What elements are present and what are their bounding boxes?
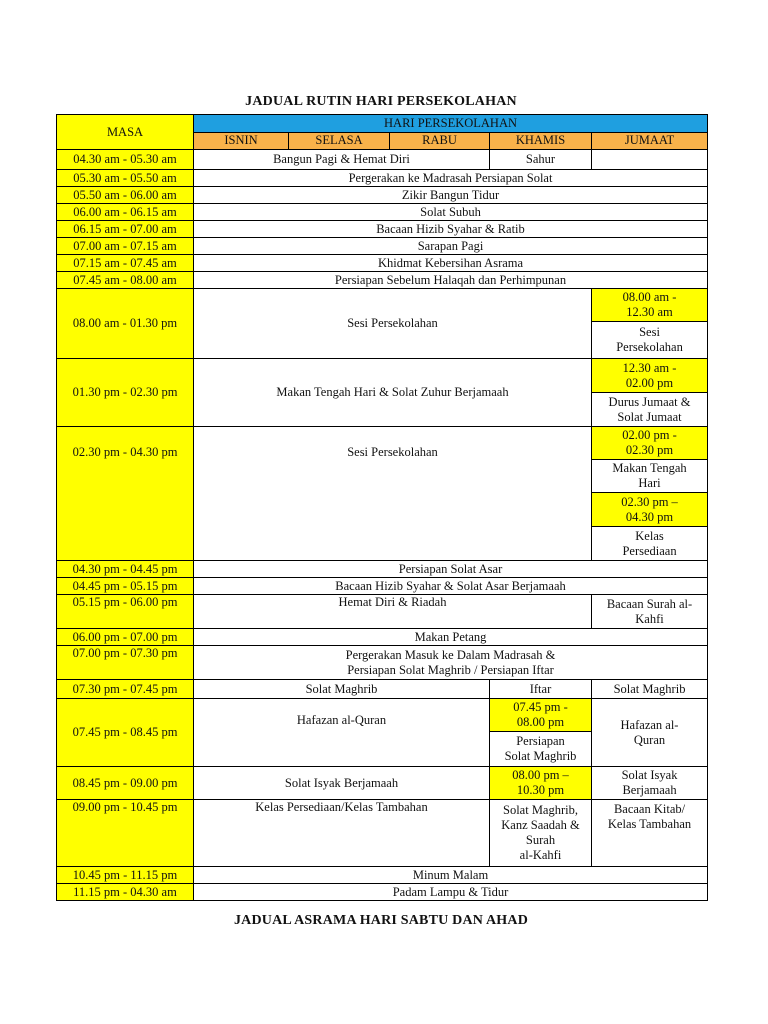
jumaat-cell [592, 322, 708, 359]
masa-header: MASA [57, 115, 194, 150]
day-header-selasa: SELASA [289, 132, 390, 150]
khamis-line: al-Kahfi [519, 848, 562, 862]
jumaat-time-cell [592, 427, 708, 460]
activity-cell: Bacaan Hizib Syahar & Ratib [194, 221, 708, 238]
activity-cell: Makan Tengah Hari & Solat Zuhur Berjamaah [194, 359, 592, 427]
activity-cell: Solat Subuh [194, 204, 708, 221]
jumaat-time-line: 12.30 am [626, 305, 673, 319]
time-cell: 07.45 pm - 08.45 pm [57, 699, 194, 767]
jumaat-cell [592, 595, 708, 629]
jumaat-cell: Solat Maghrib [592, 680, 708, 699]
schedule-table [56, 114, 708, 901]
time-cell: 07.45 am - 08.00 am [57, 272, 194, 289]
jumaat-cell [592, 460, 708, 493]
jumaat-time-line: 02.30 pm – [621, 494, 678, 509]
activity-cell: Zikir Bangun Tidur [194, 187, 708, 204]
time-cell: 07.15 am - 07.45 am [57, 255, 194, 272]
khamis-time-line: 08.00 pm – [512, 768, 569, 782]
khamis-time-line: 07.45 pm - [513, 700, 568, 714]
khamis-line: Surah [525, 833, 556, 847]
jumaat-line: Kelas [635, 528, 664, 543]
khamis-cell: Sahur [490, 150, 592, 170]
jumaat-time-line: 04.30 pm [625, 509, 674, 524]
time-cell: 10.45 pm - 11.15 pm [57, 867, 194, 884]
jumaat-cell [592, 800, 708, 867]
jumaat-line: Durus Jumaat & [608, 394, 691, 409]
jumaat-time-line: 08.00 am - [622, 290, 677, 304]
jumaat-time-line: 02.00 pm [625, 375, 674, 390]
activity-cell: Khidmat Kebersihan Asrama [194, 255, 708, 272]
activity-cell: Solat Isyak Berjamaah [194, 767, 490, 800]
khamis-line: Solat Maghrib [504, 749, 577, 763]
time-cell: 02.30 pm - 04.30 pm [57, 427, 194, 561]
jumaat-line: Persediaan [622, 543, 677, 558]
jumaat-time-line: 02.00 pm - [622, 428, 677, 442]
jumaat-line: Solat Isyak [621, 768, 678, 782]
jumaat-line: Hafazan al- [620, 717, 679, 732]
jumaat-cell [592, 393, 708, 427]
activity-line: Persiapan Solat Maghrib / Persiapan Iftar [347, 662, 554, 677]
jumaat-time-line: 02.30 pm [625, 443, 674, 457]
jumaat-line: Quran [633, 732, 666, 747]
day-header-isnin: ISNIN [194, 132, 289, 150]
day-header-khamis: KHAMIS [490, 132, 592, 150]
time-cell: 05.50 am - 06.00 am [57, 187, 194, 204]
jumaat-line: Bacaan Surah al- [606, 596, 693, 611]
time-cell: 07.00 pm - 07.30 pm [57, 646, 194, 680]
khamis-time-line: 10.30 pm [516, 783, 565, 797]
activity-cell [194, 646, 708, 680]
time-cell: 01.30 pm - 02.30 pm [57, 359, 194, 427]
jumaat-cell [592, 527, 708, 561]
time-cell: 11.15 pm - 04.30 am [57, 884, 194, 901]
activity-cell: Persiapan Solat Asar [194, 561, 708, 578]
time-cell: 06.00 pm - 07.00 pm [57, 629, 194, 646]
khamis-line: Solat Maghrib, [503, 803, 578, 817]
activity-cell: Hemat Diri & Riadah [194, 595, 592, 629]
hari-persekolahan-header: HARI PERSEKOLAHAN [194, 115, 708, 133]
jumaat-time-cell [592, 289, 708, 322]
time-cell: 05.15 pm - 06.00 pm [57, 595, 194, 629]
khamis-cell: Iftar [490, 680, 592, 699]
jumaat-line: Makan Tengah [612, 461, 687, 475]
jumaat-cell [592, 767, 708, 800]
jumaat-time-cell [592, 359, 708, 393]
khamis-time-cell [490, 699, 592, 732]
jumaat-line: Persekolahan [616, 340, 683, 354]
khamis-line: Persiapan [516, 734, 565, 748]
activity-line: Pergerakan Masuk ke Dalam Madrasah & [345, 647, 556, 662]
activity-cell: Bangun Pagi & Hemat Diri [194, 150, 490, 170]
khamis-line: Kanz Saadah & [501, 818, 580, 832]
time-cell: 04.30 am - 05.30 am [57, 150, 194, 170]
jumaat-time-line: 12.30 am - [622, 360, 677, 375]
time-cell: 09.00 pm - 10.45 pm [57, 800, 194, 867]
footer-title: JADUAL ASRAMA HARI SABTU DAN AHAD [233, 913, 529, 928]
time-cell: 06.15 am - 07.00 am [57, 221, 194, 238]
activity-cell: Hafazan al-Quran [194, 699, 490, 767]
page-title: JADUAL RUTIN HARI PERSEKOLAHAN [245, 94, 517, 109]
activity-cell: Sarapan Pagi [194, 238, 708, 255]
day-header-rabu: RABU [390, 132, 490, 150]
jumaat-line: Sesi [639, 325, 660, 339]
jumaat-line: Hari [638, 476, 661, 490]
time-cell: 04.45 pm - 05.15 pm [57, 578, 194, 595]
jumaat-time-cell [592, 493, 708, 527]
khamis-cell [490, 800, 592, 867]
time-cell: 06.00 am - 06.15 am [57, 204, 194, 221]
activity-cell: Padam Lampu & Tidur [194, 884, 708, 901]
jumaat-line: Kelas Tambahan [607, 817, 692, 831]
jumaat-line: Kahfi [635, 611, 664, 626]
activity-cell: Persiapan Sebelum Halaqah dan Perhimpunan [194, 272, 708, 289]
activity-cell: Solat Maghrib [194, 680, 490, 699]
activity-cell: Sesi Persekolahan [194, 289, 592, 359]
time-cell: 07.00 am - 07.15 am [57, 238, 194, 255]
jumaat-line: Berjamaah [622, 783, 677, 797]
jumaat-cell [592, 150, 708, 170]
jumaat-cell [592, 699, 708, 767]
khamis-time-cell [490, 767, 592, 800]
jumaat-line: Solat Jumaat [617, 409, 682, 424]
time-cell: 08.45 pm - 09.00 pm [57, 767, 194, 800]
jumaat-line: Bacaan Kitab/ [613, 802, 686, 816]
time-cell: 05.30 am - 05.50 am [57, 170, 194, 187]
day-header-jumaat: JUMAAT [592, 132, 708, 150]
activity-cell: Makan Petang [194, 629, 708, 646]
activity-cell: Kelas Persediaan/Kelas Tambahan [194, 800, 490, 867]
activity-cell: Minum Malam [194, 867, 708, 884]
time-cell: 08.00 am - 01.30 pm [57, 289, 194, 359]
activity-cell: Pergerakan ke Madrasah Persiapan Solat [194, 170, 708, 187]
time-cell: 04.30 pm - 04.45 pm [57, 561, 194, 578]
khamis-cell [490, 732, 592, 767]
time-cell: 07.30 pm - 07.45 pm [57, 680, 194, 699]
khamis-time-line: 08.00 pm [516, 715, 565, 729]
activity-cell: Sesi Persekolahan [194, 427, 592, 561]
activity-cell: Bacaan Hizib Syahar & Solat Asar Berjamaah [194, 578, 708, 595]
